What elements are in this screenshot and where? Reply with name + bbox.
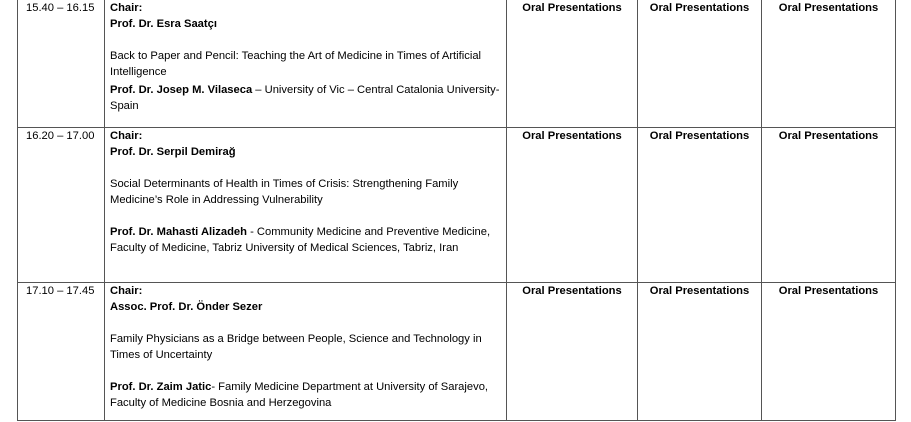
chair-name: Assoc. Prof. Dr. Önder Sezer [110, 301, 263, 313]
talk-title: Social Determinants of Health in Times of Crisis: Strengthening Family Medicine’s Role in Addressing Vulnerability [110, 178, 459, 206]
speaker-name: Prof. Dr. Zaim Jatic [110, 381, 212, 393]
session-time: 16.20 – 17.00 [18, 128, 105, 283]
oral-presentations-cell: Oral Presentations [507, 283, 638, 421]
oral-presentations-cell: Oral Presentations [507, 128, 638, 283]
speaker-affiliation: - Family Medicine Department at University of Sarajevo, Faculty of Medicine Bosnia and Herzegovina [110, 381, 489, 409]
oral-presentations-cell: Oral Presentations [507, 0, 638, 128]
chair-name: Prof. Dr. Esra Saatçı [110, 18, 217, 30]
session-row [18, 128, 896, 283]
oral-presentations-cell: Oral Presentations [762, 283, 896, 421]
session-details [105, 283, 507, 421]
schedule-table [17, 0, 896, 421]
session-time: 15.40 – 16.15 [18, 0, 105, 128]
session-row [18, 283, 896, 421]
session-time: 17.10 – 17.45 [18, 283, 105, 421]
speaker-line [110, 224, 501, 256]
session-row [18, 0, 896, 128]
chair-label: Chair: [110, 2, 143, 14]
speaker-name: Prof. Dr. Josep M. Vilaseca [110, 84, 253, 96]
oral-presentations-cell: Oral Presentations [638, 283, 762, 421]
oral-presentations-cell: Oral Presentations [762, 128, 896, 283]
talk-title: Back to Paper and Pencil: Teaching the Art of Medicine in Times of Artificial Intelligence [110, 50, 482, 78]
session-details [105, 128, 507, 283]
oral-presentations-cell: Oral Presentations [638, 0, 762, 128]
chair-label: Chair: [110, 285, 143, 297]
speaker-name: Prof. Dr. Mahasti Alizadeh [110, 226, 247, 238]
talk-title: Family Physicians as a Bridge between People, Science and Technology in Times of Uncertainty [110, 333, 482, 361]
session-details [105, 0, 507, 128]
speaker-affiliation: – University of Vic – Central Catalonia University- Spain [110, 84, 500, 112]
speaker-line [110, 82, 501, 114]
oral-presentations-cell: Oral Presentations [638, 128, 762, 283]
speaker-line [110, 379, 501, 411]
chair-name: Prof. Dr. Serpil Demirağ [110, 146, 236, 158]
chair-label: Chair: [110, 130, 143, 142]
speaker-affiliation: - Community Medicine and Preventive Medicine, Faculty of Medicine, Tabriz University of Medical Sciences, Tabriz, Iran [110, 226, 491, 254]
oral-presentations-cell: Oral Presentations [762, 0, 896, 128]
